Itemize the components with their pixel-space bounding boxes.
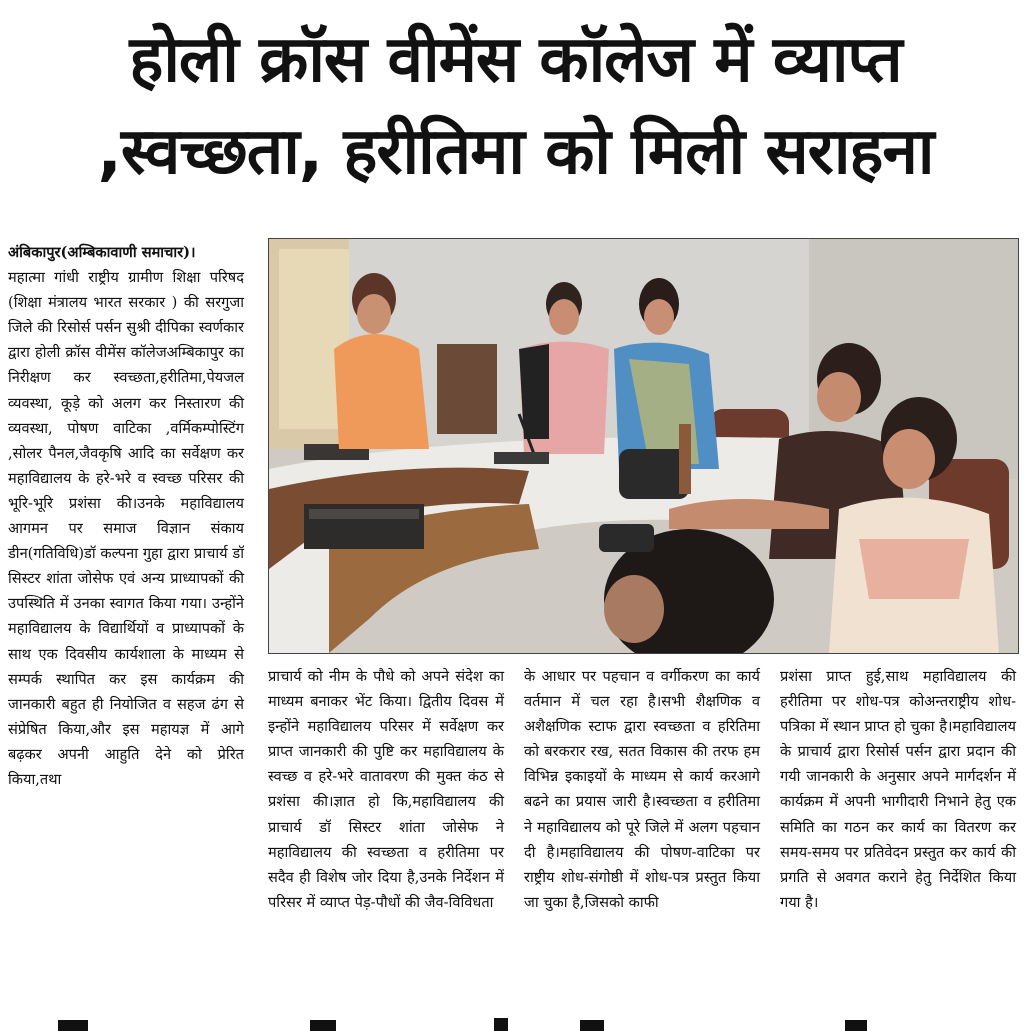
article-text-column-3: के आधार पर पहचान व वर्गीकरण का कार्य वर्तमान में चल रहा है।सभी शैक्षणिक व अशैक्षणिक स्टाफ द्वारा स्वच्छता व हरितिमा को बरकरार रख, सतत विकास की तरफ हम विभिन्न इकाइयों के माध्यम से कार्य करआगे बढने का प्रयास जारी है।स्वच्छता व हरीतिमा ने महाविद्यालय को पूरे जिले में अलग पहचान दी है।महाविद्यालय की पोषण-वाटिका पर राष्ट्रीय शोध-संगोष्ठी में शोध-पत्र प्रस्तुत किया जा चुका है,जिसको काफी [524,668,760,911]
next-headline-fragment [0,1018,1031,1031]
article-column-2 [268,664,504,915]
article-column-3 [524,664,760,915]
headline-line-1: होली क्रॉस वीमेंस कॉलेज में व्याप्त [129,23,902,97]
article-text-column-2: प्राचार्य को नीम के पौधे को अपने संदेश का माध्यम बनाकर भेंट किया। द्वितीय दिवस में इन्होंने महाविद्यालय परिसर में सर्वेक्षण कर प्राप्त जानकारी की पुष्टि कर महाविद्यालय के स्वच्छ व हरे-भरे वातावरण की मुक्त कंठ से प्रशंसा की।ज्ञात हो कि,महाविद्यालय की प्राचार्य डॉ सिस्टर शांता जोसेफ ने महाविद्यालय की स्वच्छता व हरीतिमा पर सदैव ही विशेष जोर दिया है,उनके निर्देशन में परिसर में व्याप्त पेड़-पौधों की जैव-विविधता [268,668,504,911]
news-photo-illustration [269,239,1018,653]
dateline: अंबिकापुर(अम्बिकावाणी समाचार)। [8,244,196,261]
article-column-1 [8,240,244,792]
article-text-column-4: प्रशंसा प्राप्त हुई,साथ महाविद्यालय की हरीतिमा पर शोध-पत्र कोअन्तराष्ट्रीय शोध-पत्रिका में स्थान प्राप्त हो चुका है।महाविद्यालय के प्राचार्य द्वारा रिसोर्स पर्सन द्वारा प्रदान की गयी जानकारी के अनुसार अपने मार्गदर्शन में कार्यक्रम में अपनी भागीदारी निभाने हेतु एक समिति का गठन कर कार्य का वितरण कर समय-समय पर प्रतिवेदन प्रस्तुत कर कार्य की प्रगति से अवगत कराने हेतु निर्देशित किया गया है। [780,668,1016,911]
article-column-4 [780,664,1016,915]
news-photo [268,238,1019,654]
headline-line-2: ,स्वच्छता, हरीतिमा को मिली सराहना [97,115,934,189]
article-text-column-1: महात्मा गांधी राष्ट्रीय ग्रामीण शिक्षा परिषद (शिक्षा मंत्रालय भारत सरकार ) की सरगुजा जिले की रिसोर्स पर्सन सुश्री दीपिका स्वर्णकार द्वारा होली क्रॉस वीमेंस कॉलेजअम्बिकापुर का निरीक्षण कर स्वच्छता,हरीतिमा,पेयजल व्यवस्था, कूड़े को अलग कर निस्तारण की व्यवस्था, पोषण वाटिका ,वर्मिकम्पोस्टिंग ,सोलर पैनल,जैवकृषि आदि का सर्वेक्षण कर महाविद्यालय के हरे-भरे व स्वच्छ परिसर की भूरि-भूरि प्रशंसा की।उनके महाविद्यालय आगमन पर समाज विज्ञान संकाय डीन(गतिविधि)डॉ कल्पना गुहा द्वारा प्राचार्य डॉ सिस्टर शांता जोसेफ एवं अन्य प्राध्यापकों की उपस्थिति में उनका स्वागत किया गया। उन्होंने महाविद्यालय के विद्यार्थियों व प्राध्यापकों के साथ एक दिवसीय कार्यशाला के माध्यम से सम्पर्क स्थापित कर इस कार्यक्रम की जानकारी बहुत ही नियोजित व सहज ढंग से संप्रेषित किया,और इस महायज्ञ में आगे बढ़कर अपनी आहुति देने को प्रेरित किया,तथा [8,269,244,788]
